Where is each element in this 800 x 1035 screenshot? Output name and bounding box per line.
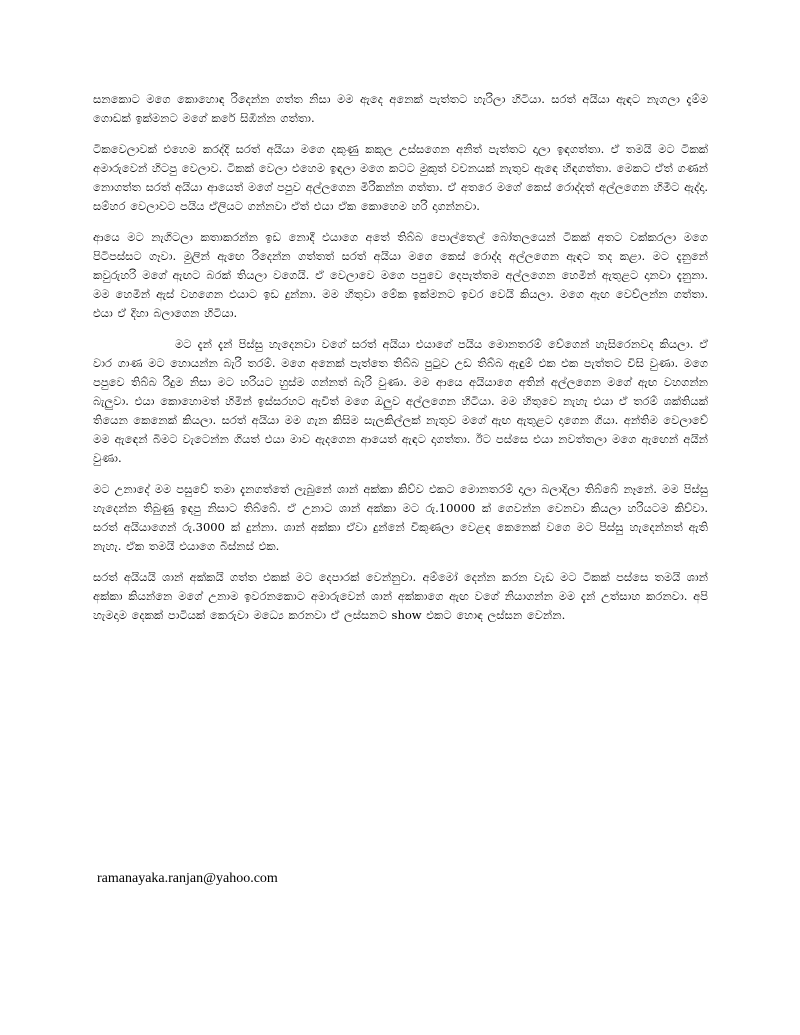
paragraph-1: සනකොට මගෙ කොහොඳ රිදෙන්න ගත්ත නිසා මම ඇදෙ අනෙක් පැත්තට හැරිලා හිටියා. සරත් අයියා ඇඳට නැගලා දැම්ම ගොඩක් ඉක්මනට මගේ කරේ සිඹින්න ගත්තා.: [93, 92, 708, 125]
author-email: ramanayaka.ranjan@yahoo.com: [97, 871, 278, 886]
paragraph-2: ටිකවෙලාවක් එහෙම කරද්දි සරත් අයියා මගෙ දකුණු කකුල උස්සගෙන අනිත් පැත්තට දාලා ඉඳගත්තා. ඒ තමයි මට ටිකක් අමාරුවෙන් හිටපු වෙලාව. ටිකක් වෙලා එහෙම ඉඳලා මගෙ කටට මුකුත් වචනයක් නැතුව ඇඳෙ හිඳගත්තා. මෙකට ඒත් ගණන් නොගත්ත සරත් අයියා ආයෙත් මගේ පපුව අල්ලගෙන මිරිකන්න ගත්තා. ඒ අතරෙ මගේ කෙස් රොද්දත් අල්ලගෙන හිමීට ඇද්දා. සම්හර වෙලාවට පයිය ඒලියට ගන්නවා ඒත් එයා ඒක කොහෙම හරි දාගන්නවා.: [93, 142, 708, 213]
paragraph-5: මට උනාදේ මම පසුවේ තමා දැනගත්තේ ලැබුනේ ශාන් අක්කා කිව්ව එකට මොනතරම් දාලා බලාදිලා තිබ්බේ නෑනේ. මම පිස්සු හැදෙන්න තිබුණු ඉඳපු නිසාට තිබ්බේ. ඒ උනාට ශාන් අක්කා මට රු.10000 ක් ගෙවන්න වෙනවා කියලා හරියටම කිව්වා. සරත් අයියාගෙන් රු.3000 ක් දුන්නා. ශාන් අක්කා ඒවා දුන්නේ විකුණලා වෙළඳ කෙනෙක් වගෙ මට පිස්සු හැදෙන්නත් ඇති නැහැ. ඒක තමයි එයාගෙ බිස්නස් එක.: [93, 482, 708, 553]
document-body: [93, 90, 708, 637]
paragraph-3: ආයෙ මට නැගිටලා කතාකරන්න ඉඩ නොදී එයාගෙ අතේ තිබ්බ පොල්තෙල් බෝතලයෙන් ටිකක් අතට වක්කරලා මගෙ පිටිපස්සට ගෑවා. මුලින් ඇඟෙ රිදෙන්න ගත්තත් සරත් අයියා මගෙ කෙස් රොද්ද අල්ලගෙන ඇඳට තද කළා. මට දැනුනේ කවුරුහරි මගේ ඇඟට බරක් තියලා වගෙයි. ඒ වෙලාවෙ මගෙ පපුවෙ දෙපැත්තම අල්ලගෙන හෙමින් ඇතුළට දානවා දැනුනා. මම හෙමින් ඇස් වහගෙන එයාට ඉඩ දුන්නා. මම හිතුවා මේක ඉක්මනට ඉවර වෙයි කියලා. මගෙ ඇඟ වෙව්ලන්න ගත්තා. එයා ඒ දිහා බලාගෙන හිටියා.: [93, 230, 708, 320]
paragraph-4: මට දැන් දැන් පිස්සු හැදෙනවා වගේ සරත් අයියා එයාගේ පයිය මොනතරම් වේගෙන් හැසිරෙනවද කියලා. ඒ වාර ගාණ මට හොයන්න බැරි තරම්. මගෙ අනෙක් පැත්තෙ තිබ්බ පුටුව උඩ තිබ්බ ඇඳුම් එක එක පැත්තට විසි වුණා. මගෙ පපුවෙ තිබ්බ රිදුම නිසා මට හරියට හුස්ම ගන්නත් බැරි වුණා. මම ආයෙ අයියාගෙ අතින් අල්ලගෙන මගේ ඇඟ වහගන්න බැලුවා. එයා කොහොමත් හිමින් ඉස්සරහට ඇවිත් මගෙ ඔලුව අල්ලගෙන හිටියා. මම හිතුවෙ නැහැ එයා ඒ තරම් ශක්තියක් තියෙන කෙනෙක් කියලා. සරත් අයියා මම ගැන කිසිම සැලකිල්ලක් නැතුව මගේ ඇඟ ඇතුළට දාගෙන ගියා. අන්තිම වෙලාවේ මම ඇඳෙන් බිමට වැටෙන්න ගියත් එයා මාව ඇදගෙන ආයෙත් ඇඳට දාගත්තා. ඊට පස්සෙ එයා නවත්තලා මගෙ ඇඟෙන් අයින් වුණා.: [93, 337, 708, 465]
paragraph-6: සරත් අයියයි ශාන් අක්කයි ගත්ත එකක් මට දෙපාරක් වෙන්නුවා. අම්මෝ දෙන්න කරන වැඩ මට ටිකක් පස්සෙ තමයි ශාන් අක්කා කියන්නෙ මගේ උනාම ඉවරනකොට අමාරුවෙන් ශාන් අක්කාගෙ ඇඟ වගේ නියාගන්න මම දැන් උත්සාහ කරනවා. අපි හැමදාම දෙකක් පාටියක් කෙරුවා මධ්‍යෙ කරනවා ඒ ලස්සනට show එකට හොඳ ලස්සන වෙන්න.: [93, 570, 708, 622]
